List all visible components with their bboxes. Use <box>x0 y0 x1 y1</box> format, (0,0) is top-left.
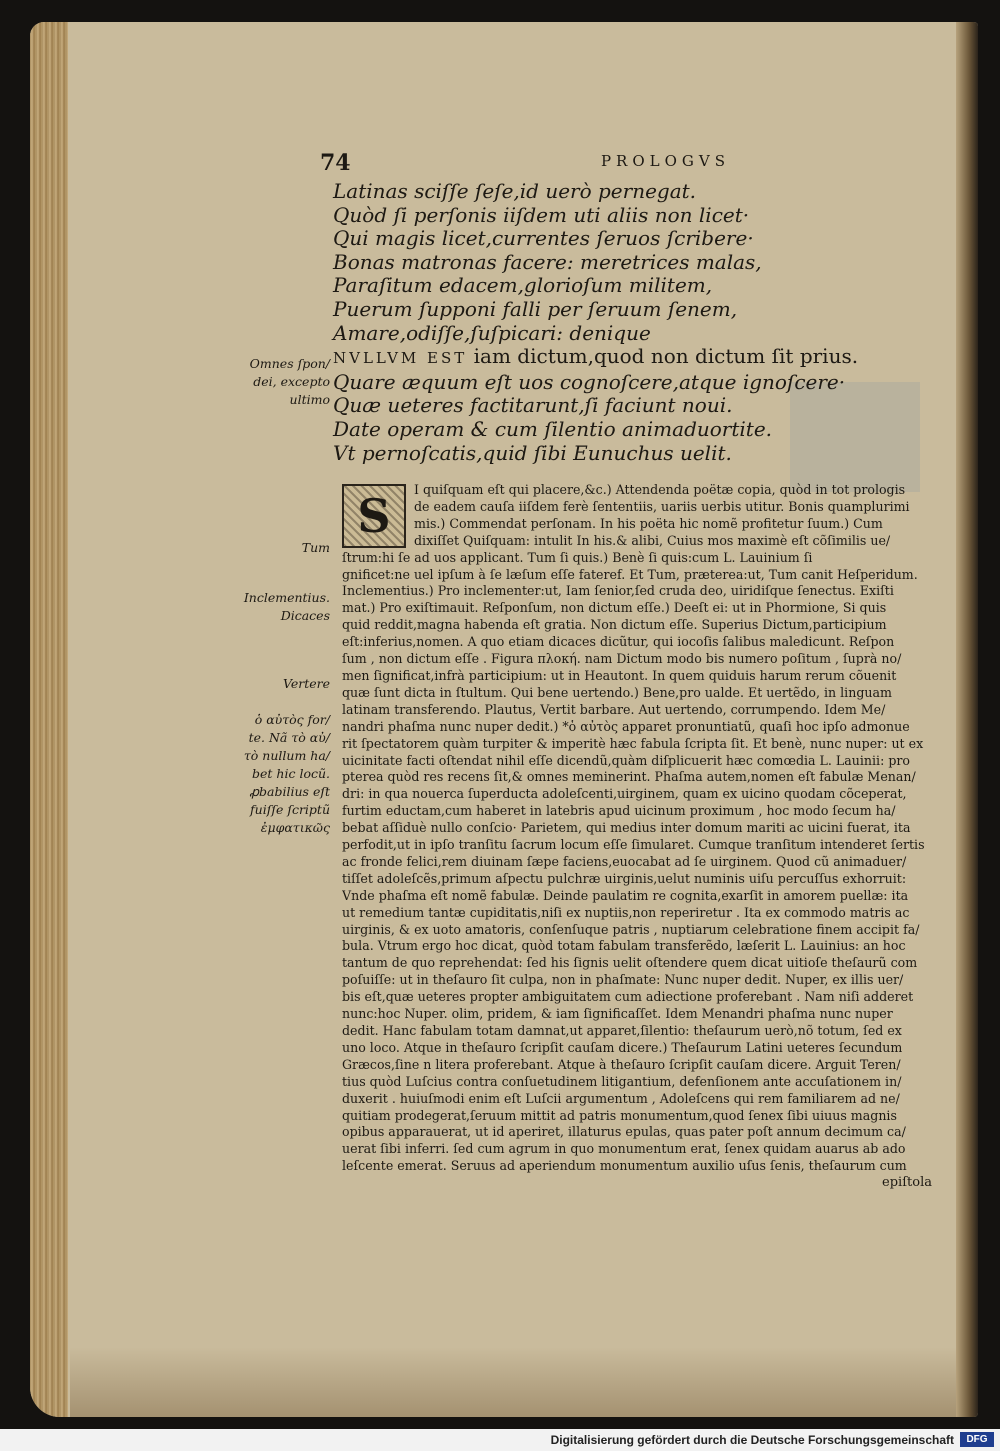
commentary-line: Vnde phaſma eſt nomẽ fabulæ. Deinde paulatim re cognita,exarſit in amorem puellæ: ita <box>342 887 909 903</box>
margin-note: Omnes ſpon/ <box>249 356 330 371</box>
commentary-line: pterea quòd res recens ſit,& omnes meminerint. Phaſma autem,nomen eſt fabulæ Menan/ <box>342 769 916 785</box>
running-title: PROLOGVS <box>600 152 730 170</box>
commentary-line: eſt:inferius,nomen. A quo etiam dicaces dicũtur, qui iocoſis ſalibus maledicunt. Reſpon <box>342 634 895 650</box>
commentary-line: ut remedium tantæ cupiditatis,niſi ex nuptiis,non reperiretur . Ita ex commodo matris ac <box>342 904 910 920</box>
commentary-block <box>342 482 932 1191</box>
commentary-line: furtim eductam,cum haberet in latebris apud uicinum proximum , hoc modo ſecum ha/ <box>342 803 896 819</box>
commentary-line: dixiſſet Quiſquam: intulit In his.& alibi, Cuius mos maximè eſt cõſimilis ue/ <box>414 532 891 548</box>
drop-cap: S <box>342 484 406 548</box>
verse-line: Quòd ſi perſonis iiſdem uti aliis non licet· <box>333 202 750 227</box>
verse-line: Quare æquum eſt uos cognoſcere,atque ignoſcere· <box>333 369 846 394</box>
page-stain <box>70 1347 956 1417</box>
margin-note: Inclementius. <box>243 590 330 605</box>
margin-note: Dicaces <box>280 608 330 623</box>
commentary-line: ſtrum:hi ſe ad uos applicant. Tum ſi quis.) Benè ſi quis:cum L. Lauinium ſi <box>342 549 813 565</box>
margin-note: dei, excepto <box>253 374 330 389</box>
page-edge <box>30 22 68 1417</box>
commentary-line: perfodit,ut in ipſo tranſitu ſacrum locum eſſe ſimularet. Cumque tranſitum intenderet ſertis <box>342 837 925 853</box>
commentary-line: ſum , non dictum eſſe . Figura πλοκή. nam Dictum modo bis numero poſitum , ſuprà no/ <box>342 651 902 667</box>
dfg-logo: DFG <box>960 1432 994 1447</box>
commentary-line: men ſignificat,infrà participium: ut in Heautont. In quem quiduis harum rerum cõuenit <box>342 667 897 683</box>
commentary-line: Græcos,ſine n litera proferebant. Atque à theſauro ſcripſit cauſam dicere. Arguit Teren/ <box>342 1056 901 1072</box>
commentary-line: gnificet:ne uel ipſum à ſe læſum eſſe fateref. Et Tum, præterea:ut, Tum canit Heſperidum. <box>342 566 918 582</box>
margin-note: Vertere <box>282 676 330 691</box>
page-number: 74 <box>320 150 351 176</box>
commentary-line: tius quòd Luſcius contra conſuetudinem litigantium, defenſionem ante accuſationem in/ <box>342 1073 902 1089</box>
footer-credit: Digitalisierung gefördert durch die Deutsche Forschungsgemeinschaft <box>550 1433 954 1447</box>
verse-line: Amare,odiſſe,ſuſpicari: denique <box>333 320 651 345</box>
commentary-line: uno loco. Atque in theſauro ſcripſit cauſam dicere.) Theſaurum Latini ueteres ſecundum <box>342 1039 903 1055</box>
commentary-line: uirginis, & ex uoto amatoris, conſenſuque patris , nuptiarum celebratione finem accipit fa/ <box>342 921 920 937</box>
verse-line: Qui magis licet,currentes ſeruos ſcribere· <box>333 226 754 251</box>
margin-note: Tum <box>301 540 330 555</box>
margin-note: te. Nã τὸ αὐ/ <box>248 730 330 745</box>
verse-line: Vt pernoſcatis,quid ſibi Eunuchus uelit. <box>333 440 732 465</box>
verse-line: Paraſitum edacem,glorioſum militem, <box>333 273 713 298</box>
commentary-line: duxerit . huiuſmodi enim eſt Luſcii argumentum , Adoleſcens qui rem familiarem ad ne/ <box>342 1090 900 1106</box>
margin-note: fuiſſe ſcriptũ <box>250 802 330 817</box>
commentary-line: de eadem cauſa iiſdem ferè ſententiis, uariis uerbis utitur. Bonis quamplurimi <box>414 498 910 514</box>
commentary-line: poſuiſſe: ut in theſauro ſit culpa, non in phaſmate: Nunc nuper dedit. Nuper, ex illis uer/ <box>342 972 904 988</box>
commentary-line: tiſſet adoleſcẽs,primum aſpectu pulchræ uirginis,uelut numinis uiſu percuſſus exhorruit: <box>342 870 907 886</box>
commentary-line: bis eſt,quæ ueteres propter ambiguitatem cum adiectione proferebant . Nam niſi adderet <box>342 989 914 1005</box>
margin-note: ultimo <box>289 392 330 407</box>
verse-lead-caps: NVLLVM EST <box>333 349 468 368</box>
page-header <box>320 150 730 180</box>
commentary-line: quid reddit,magna habenda eſt gratia. Non dictum eſſe. Superius Dictum,participium <box>342 617 887 633</box>
margin-note: τὸ nullum ha/ <box>243 748 330 763</box>
verse-line: Latinas sciſſe ſeſe,id uerò pernegat. <box>333 179 697 203</box>
commentary-line: mat.) Pro exiſtimauit. Reſponſum, non dictum eſſe.) Deeſt ei: ut in Phormione, Si quis <box>342 600 887 616</box>
commentary-line: mis.) Commendat perſonam. In his poëta hic nomẽ profitetur ſuum.) Cum <box>414 515 883 531</box>
commentary-line: nunc:hoc Nuper. olim, pridem, & iam ſignificaſſet. Idem Menandri phaſma nunc nuper <box>342 1006 893 1022</box>
commentary-line: uerat ſibi inferri. ſed cum agrum in quo monumentum erat, ſenex quidam auarus ab ado <box>342 1141 906 1157</box>
verse-line <box>333 344 859 371</box>
commentary-line: dedit. Hanc fabulam totam damnat,ut apparet,ſilentio: theſaurum uerò,nõ totum, ſed ex <box>342 1023 902 1038</box>
margin-note: ꝓbabilius eſt <box>249 784 330 799</box>
verse-line: Puerum ſupponi falli per ſeruum ſenem, <box>333 296 738 321</box>
verse-line-text: iam dictum,quod non dictum ſit prius. <box>473 344 859 369</box>
verse-block <box>333 179 859 465</box>
commentary-line: nandri phaſma nunc nuper dedit.) *ὁ αὐτὸς apparet pronuntiatũ, quaſi hoc ipſo admonue <box>342 718 910 734</box>
commentary-line: dri: in qua nouerca ſuperducta adoleſcenti,uirginem, quam ex uicino quodam cõceperat, <box>342 786 907 802</box>
commentary-line: bula. Vtrum ergo hoc dicat, quòd totam fabulam transferẽdo, læſerit L. Lauinius: an hoc <box>342 938 906 954</box>
verse-line: Quæ ueteres factitarunt,ſi faciunt noui. <box>333 393 733 418</box>
verse-line: Date operam & cum ſilentio animaduortite. <box>333 416 773 441</box>
catchword: epiſtola <box>882 1175 932 1191</box>
commentary-line: Inclementius.) Pro inclementer:ut, Iam ſenior,ſed cruda deo, uiridiſque ſenectus. Exiſti <box>342 583 894 599</box>
commentary-line: I quiſquam eſt qui placere,&c.) Attendenda poëtæ copia, quòd in tot prologis <box>414 482 906 497</box>
commentary-line: latinam transferendo. Plautus, Vertit barbare. Aut uertendo, corrumpendo. Idem Me/ <box>342 701 886 717</box>
commentary-line: tantum de quo reprehendat: ſed his ſignis uelit oſtendere quem dicat uitioſe theſaurũ com <box>342 955 918 971</box>
commentary-lines <box>342 482 932 1175</box>
commentary-line: leſcente emerat. Seruus ad aperiendum monumentum auxilio uſus ſenis, theſaurum cum <box>342 1158 907 1174</box>
margin-note: ὁ αὐτὸς for/ <box>254 712 330 727</box>
commentary-line: ac fronde felici,rem diuinam ſæpe faciens,euocabat ad ſe uirginem. Quod cũ animaduer/ <box>342 853 907 869</box>
digitization-footer <box>0 1429 1000 1451</box>
commentary-line: uicinitate facti oſtendat nihil eſſe dicendũ,quàm diſplicuerit hæc comœdia L. Lauinii: pro <box>342 752 910 768</box>
commentary-line: opibus apparauerat, ut id aperiret, illaturus epulas, quas pater poſt annum decimum ca/ <box>342 1124 906 1140</box>
commentary-line: bebat aſſiduè nullo conſcio· Parietem, qui medius inter domum mariti ac uicini fuerat, ita <box>342 820 911 836</box>
commentary-line: rit ſpectatorem quàm turpiter & imperitè hæc fabula ſcripta ſit. Et benè, nunc nuper: ut ex <box>342 735 924 751</box>
commentary-line: quitiam prodegerat,ſeruum mittit ad patris monumentum,quod ſenex ſibi uiuus magnis <box>342 1107 897 1123</box>
commentary-line: quæ ſunt dicta in ſtultum. Qui bene uertendo.) Bene,pro ualde. Et uertẽdo, in linguam <box>342 684 892 700</box>
verse-line: Bonas matronas facere: meretrices malas, <box>333 249 762 274</box>
margin-note: bet hic locũ. <box>252 766 330 781</box>
book-spine <box>956 22 978 1417</box>
margin-note: ἐμφατικῶς <box>260 820 330 835</box>
